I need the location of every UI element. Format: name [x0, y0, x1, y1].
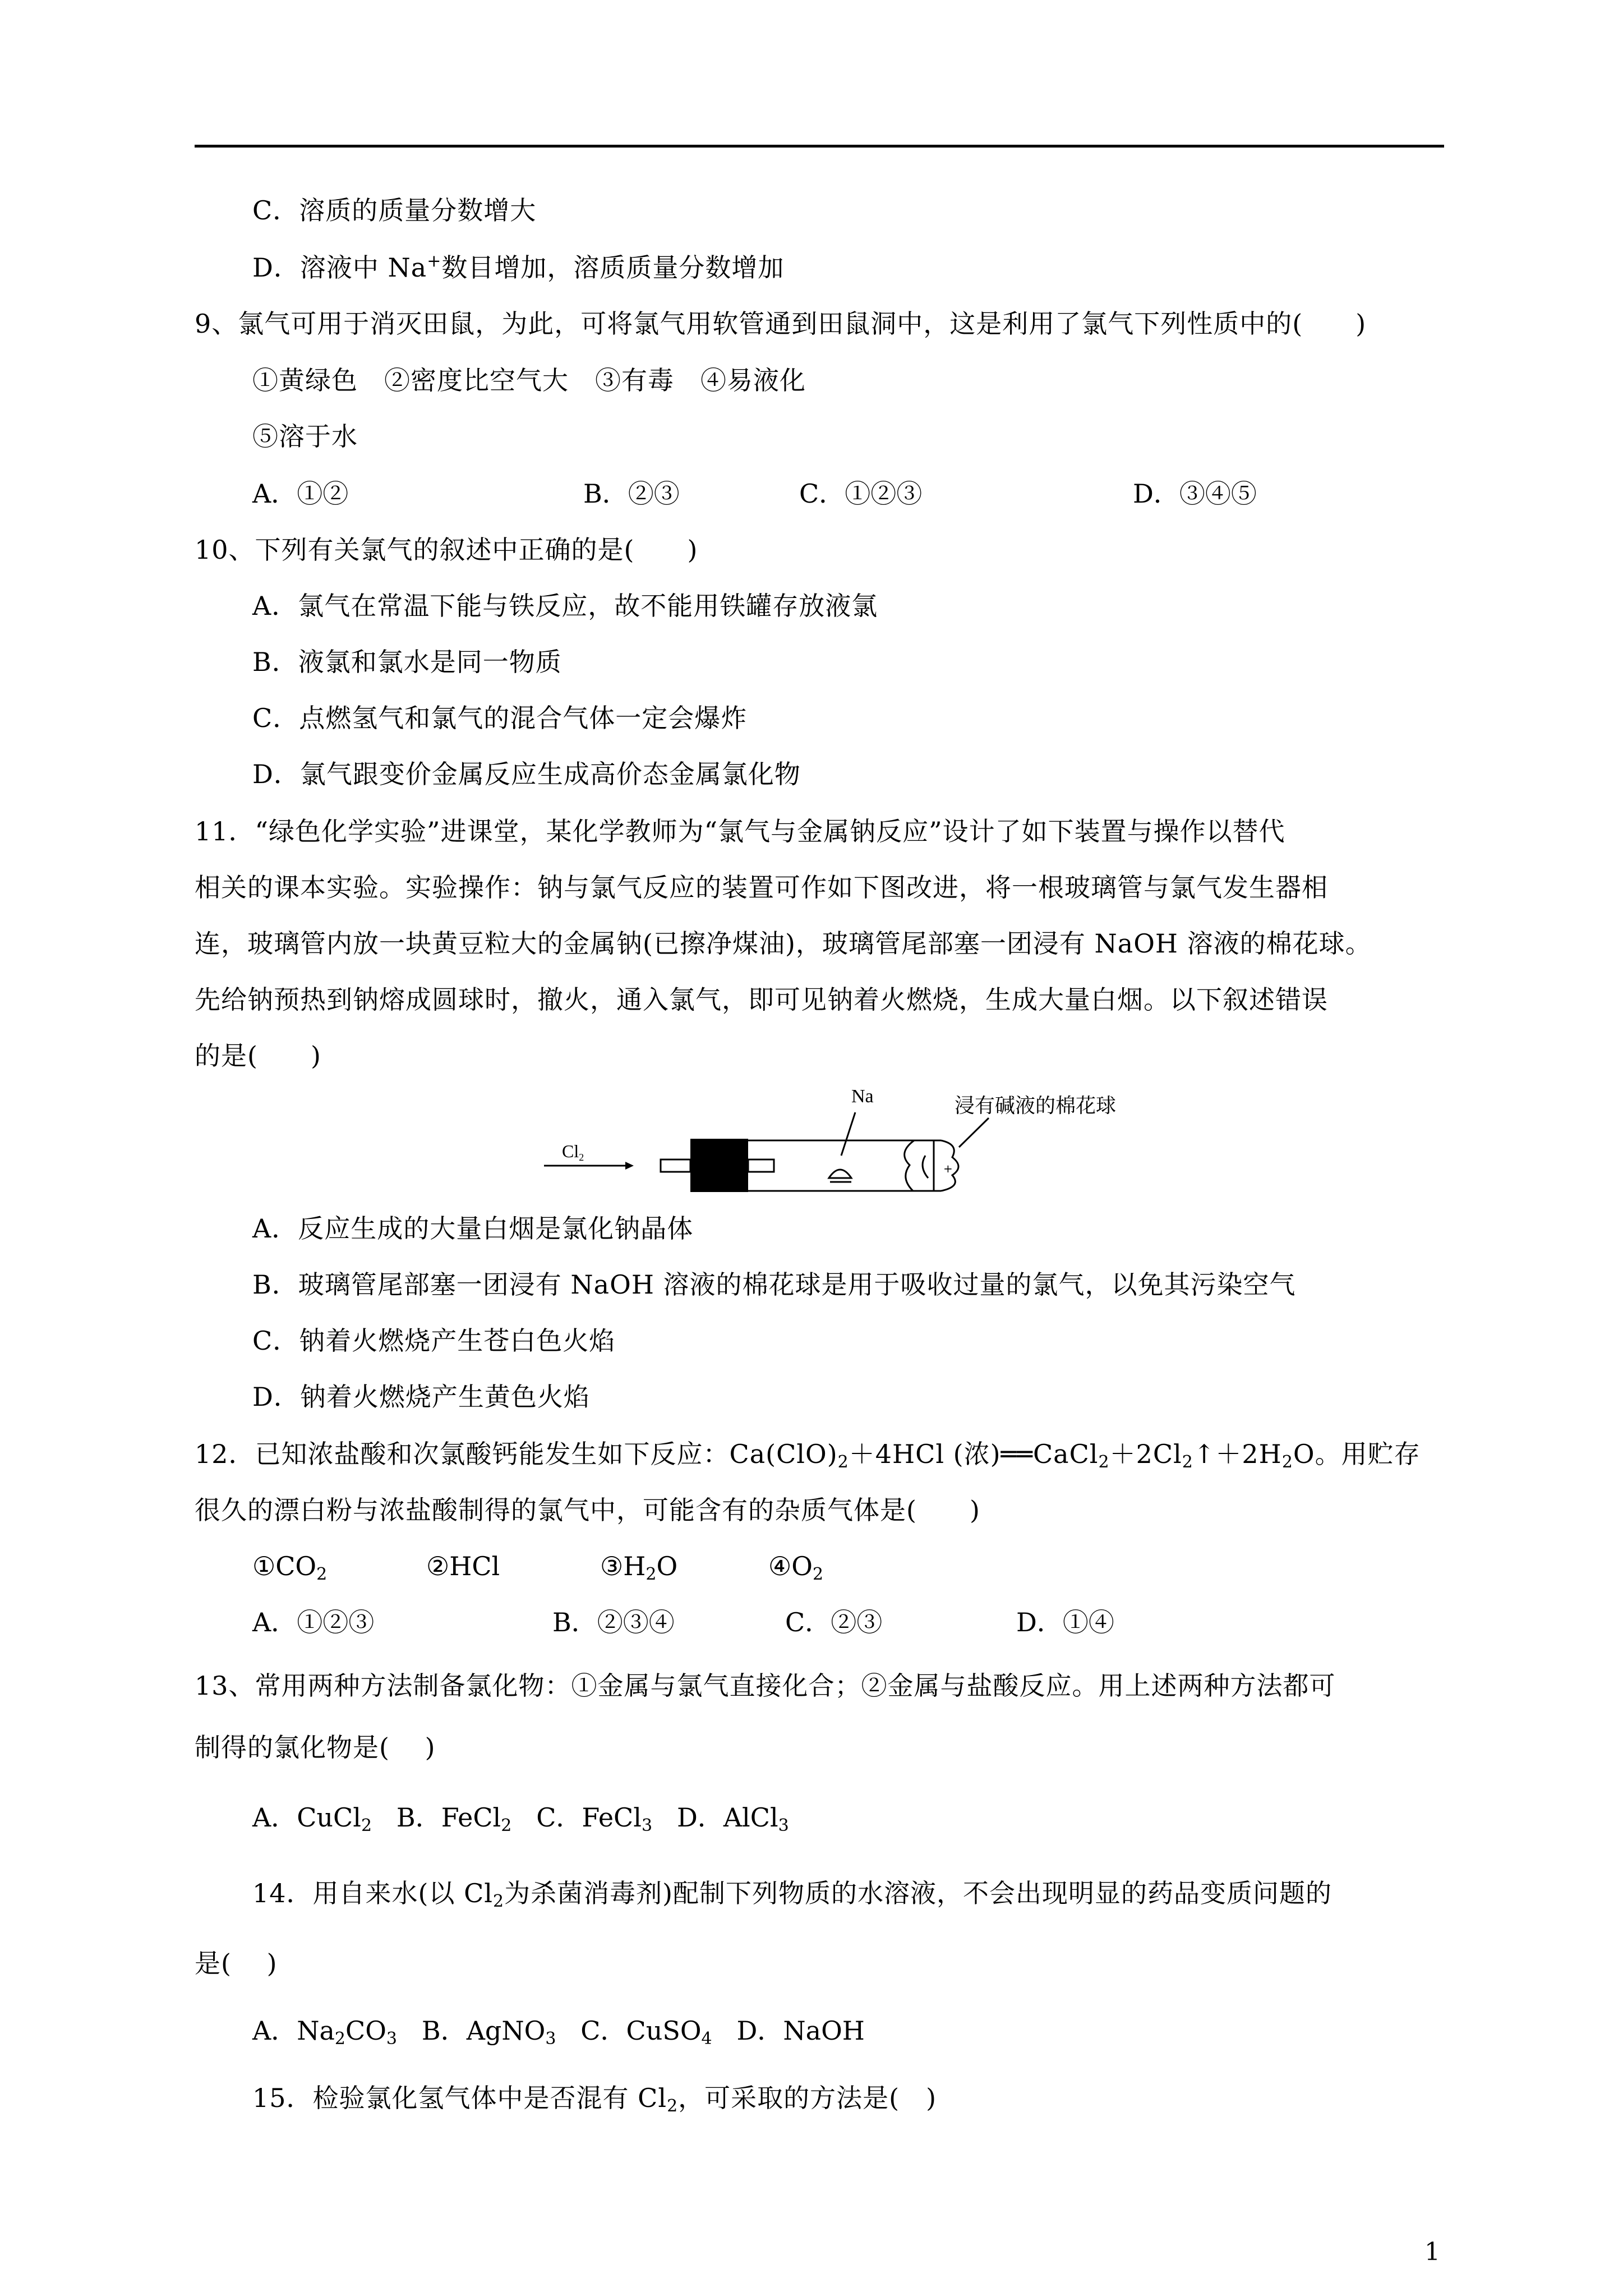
q10-option-c: C．点燃氢气和氯气的混合气体一定会爆炸: [252, 703, 748, 733]
label-cotton-ball: 浸有碱液的棉花球: [955, 1094, 1117, 1117]
q9-properties-2: ⑤溶于水: [252, 421, 358, 452]
q11-option-b: B．玻璃管尾部塞一团浸有 NaOH 溶液的棉花球是用于吸收过量的氯气，以免其污染空气: [252, 1269, 1296, 1300]
q11-stem-line-5: 的是( ): [195, 1041, 321, 1071]
q12-item-1: $①CO_2$: [252, 1551, 328, 1584]
cotton-pointer-line: [959, 1118, 989, 1147]
q8-option-c: C．溶质的质量分数增大: [252, 195, 537, 226]
q9-option-a: A．①②: [252, 478, 349, 509]
na-pointer-line: [841, 1112, 855, 1156]
q14-option-c: C．CuSO$_4$: [580, 2016, 712, 2049]
q12-item-4: $④O_2$: [768, 1551, 824, 1584]
q11-option-a: A．反应生成的大量白烟是氯化钠晶体: [252, 1213, 694, 1244]
q10-option-a: A．氯气在常温下能与铁反应，故不能用铁罐存放液氯: [252, 591, 878, 621]
q9-option-c: C．①②③: [799, 478, 923, 509]
q11-option-d: D．钠着火燃烧产生黄色火焰: [252, 1382, 590, 1412]
apparatus-figure: [533, 1085, 1161, 1214]
q13-option-b: B．FeCl$_2$: [396, 1802, 512, 1835]
q14-options: [252, 2014, 865, 2047]
q12-option-b: B．②③④: [552, 1607, 675, 1637]
page-number: 1: [1424, 2238, 1440, 2266]
inner-tube: [748, 1159, 774, 1172]
q11-stem-line-2: 相关的课本实验。实验操作：钠与氯气反应的装置可作如下图改进，将一根玻璃管与氯气发生器相: [195, 872, 1328, 903]
q9-option-b: B．②③: [583, 478, 680, 509]
q14-stem-line-2: 是( ): [195, 1948, 278, 1978]
q13-option-d: D．AlCl$_3$: [676, 1802, 789, 1835]
q12-option-c: C．②③: [785, 1607, 883, 1637]
tube-end-mark: +: [943, 1162, 953, 1175]
q15-stem: 15．检验氯化氢气体中是否混有 $Cl_2$，可采取的方法是( ): [252, 2083, 937, 2116]
arrow-head-icon: [625, 1162, 634, 1170]
q12-option-d: D．①④: [1016, 1607, 1114, 1637]
label-cl2: Cl2: [562, 1141, 584, 1163]
q13-option-a: A．CuCl$_2$: [252, 1802, 372, 1835]
q10-stem: 10、下列有关氯气的叙述中正确的是( ): [195, 535, 698, 565]
q12-stem-line-1: 12．已知浓盐酸和次氯酸钙能发生如下反应：$Ca(ClO)_2+4HCl$ (浓)$══CaCl_2+2Cl_2↑+2H_2O$。用贮存: [195, 1439, 1421, 1472]
q14-option-d: D．NaOH: [736, 2016, 865, 2046]
q10-option-d: D．氯气跟变价金属反应生成高价态金属氯化物: [252, 759, 801, 789]
q13-options: [252, 1801, 789, 1834]
q9-properties-1: ①黄绿色 ②密度比空气大 ③有毒 ④易液化: [252, 365, 806, 395]
q11-stem-line-1: 11．“绿色化学实验”进课堂，某化学教师为“氯气与金属钠反应”设计了如下装置与操作以替代: [195, 816, 1285, 846]
q10-option-b: B．液氯和氯水是同一物质: [252, 647, 562, 677]
q14-option-a: A．$Na_2CO_3$: [252, 2016, 398, 2049]
q14-option-b: B．AgNO$_3$: [421, 2016, 556, 2049]
rubber-stopper: [690, 1139, 748, 1192]
cotton-ball-inner: [923, 1156, 928, 1178]
q13-stem-line-2: 制得的氯化物是( ): [195, 1732, 436, 1763]
q12-item-3: $③H_2O$: [600, 1551, 678, 1584]
cotton-ball-left: [905, 1140, 914, 1191]
q11-stem-line-3: 连，玻璃管内放一块黄豆粒大的金属钠(已擦净煤油)，玻璃管尾部塞一团浸有 NaOH 溶液的棉花球。: [195, 928, 1372, 959]
inlet-tube: [661, 1159, 690, 1172]
q11-stem-line-4: 先给钠预热到钠熔成圆球时，撤火，通入氯气，即可见钠着火燃烧，生成大量白烟。以下叙述错误: [195, 984, 1328, 1015]
sodium-piece: [829, 1170, 851, 1182]
q9-stem: 9、氯气可用于消灭田鼠，为此，可将氯气用软管通到田鼠洞中，这是利用了氯气下列性质中的( ): [195, 309, 1367, 339]
q12-item-2: ②HCl: [426, 1551, 500, 1581]
q9-option-d: D．③④⑤: [1133, 478, 1257, 509]
header-rule: [195, 145, 1444, 148]
q12-stem-line-2: 很久的漂白粉与浓盐酸制得的氯气中，可能含有的杂质气体是( ): [195, 1495, 980, 1525]
q14-stem-line-1: 14．用自来水(以 $Cl_2$为杀菌消毒剂)配制下列物质的水溶液，不会出现明显的药品变质问题的: [252, 1878, 1332, 1911]
q11-option-c: C．钠着火燃烧产生苍白色火焰: [252, 1326, 616, 1356]
q13-stem-line-1: 13、常用两种方法制备氯化物：①金属与氯气直接化合；②金属与盐酸反应。用上述两种方法都可: [195, 1671, 1336, 1701]
q12-option-a: A．①②③: [252, 1607, 375, 1637]
label-na: Na: [851, 1086, 874, 1107]
q13-option-c: C．FeCl$_3$: [536, 1802, 653, 1835]
q8-option-d: D．溶液中 Na+数目增加，溶质质量分数增加: [252, 251, 785, 283]
